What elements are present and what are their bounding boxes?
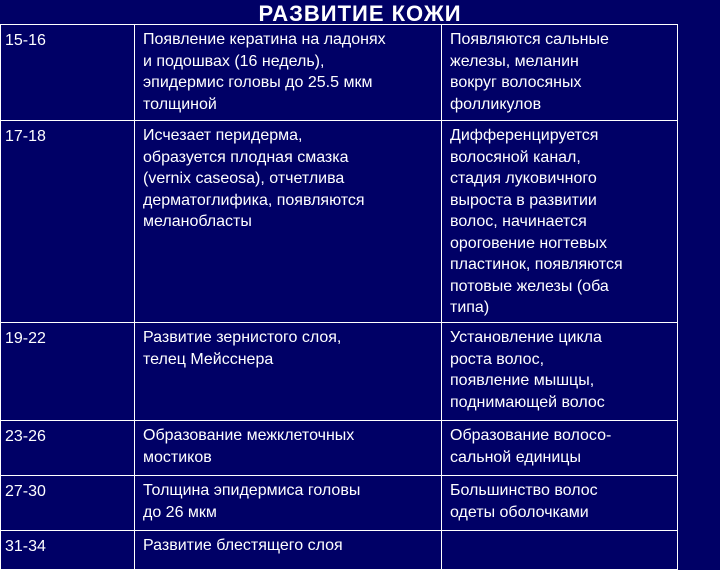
- appendages-cell: Установление цикла роста волос, появление мышцы, поднимающей волос: [442, 323, 678, 421]
- table-row: [1, 421, 678, 476]
- period-cell: 15-16: [1, 25, 135, 121]
- appendages-cell: Появляются сальные железы, меланин вокруг волосяных фолликулов: [442, 25, 678, 121]
- epidermis-cell: Исчезает перидерма, образуется плодная смазка (vernix caseosa), отчетлива дерматоглифика, появляются меланобласты: [135, 121, 442, 323]
- epidermis-cell: Толщина эпидермиса головы до 26 мкм: [135, 476, 442, 531]
- period-cell: 17-18: [1, 121, 135, 323]
- appendages-cell: Дифференцируется волосяной канал, стадия луковичного выроста в развитии волос, начинается ороговение ногтевых пластинок, появляются потовые железы (оба типа): [442, 121, 678, 323]
- period-cell: 23-26: [1, 421, 135, 476]
- appendages-cell: Образование волосо- сальной единицы: [442, 421, 678, 476]
- table-row: [1, 531, 678, 570]
- slide-title: РАЗВИТИЕ КОЖИ: [258, 1, 462, 26]
- period-cell: 19-22: [1, 323, 135, 421]
- period-cell: 31-34: [1, 531, 135, 570]
- table-row: [1, 121, 678, 323]
- table-row: [1, 323, 678, 421]
- epidermis-cell: Развитие зернистого слоя, телец Мейсснера: [135, 323, 442, 421]
- development-table: [0, 24, 678, 570]
- appendages-cell: Большинство волос одеты оболочками: [442, 476, 678, 531]
- epidermis-cell: Появление кератина на ладонях и подошвах (16 недель), эпидермис головы до 25.5 мкм толщиной: [135, 25, 442, 121]
- appendages-cell: [442, 531, 678, 570]
- epidermis-cell: Развитие блестящего слоя: [135, 531, 442, 570]
- epidermis-cell: Образование межклеточных мостиков: [135, 421, 442, 476]
- table-row: [1, 476, 678, 531]
- table-row: [1, 25, 678, 121]
- period-cell: 27-30: [1, 476, 135, 531]
